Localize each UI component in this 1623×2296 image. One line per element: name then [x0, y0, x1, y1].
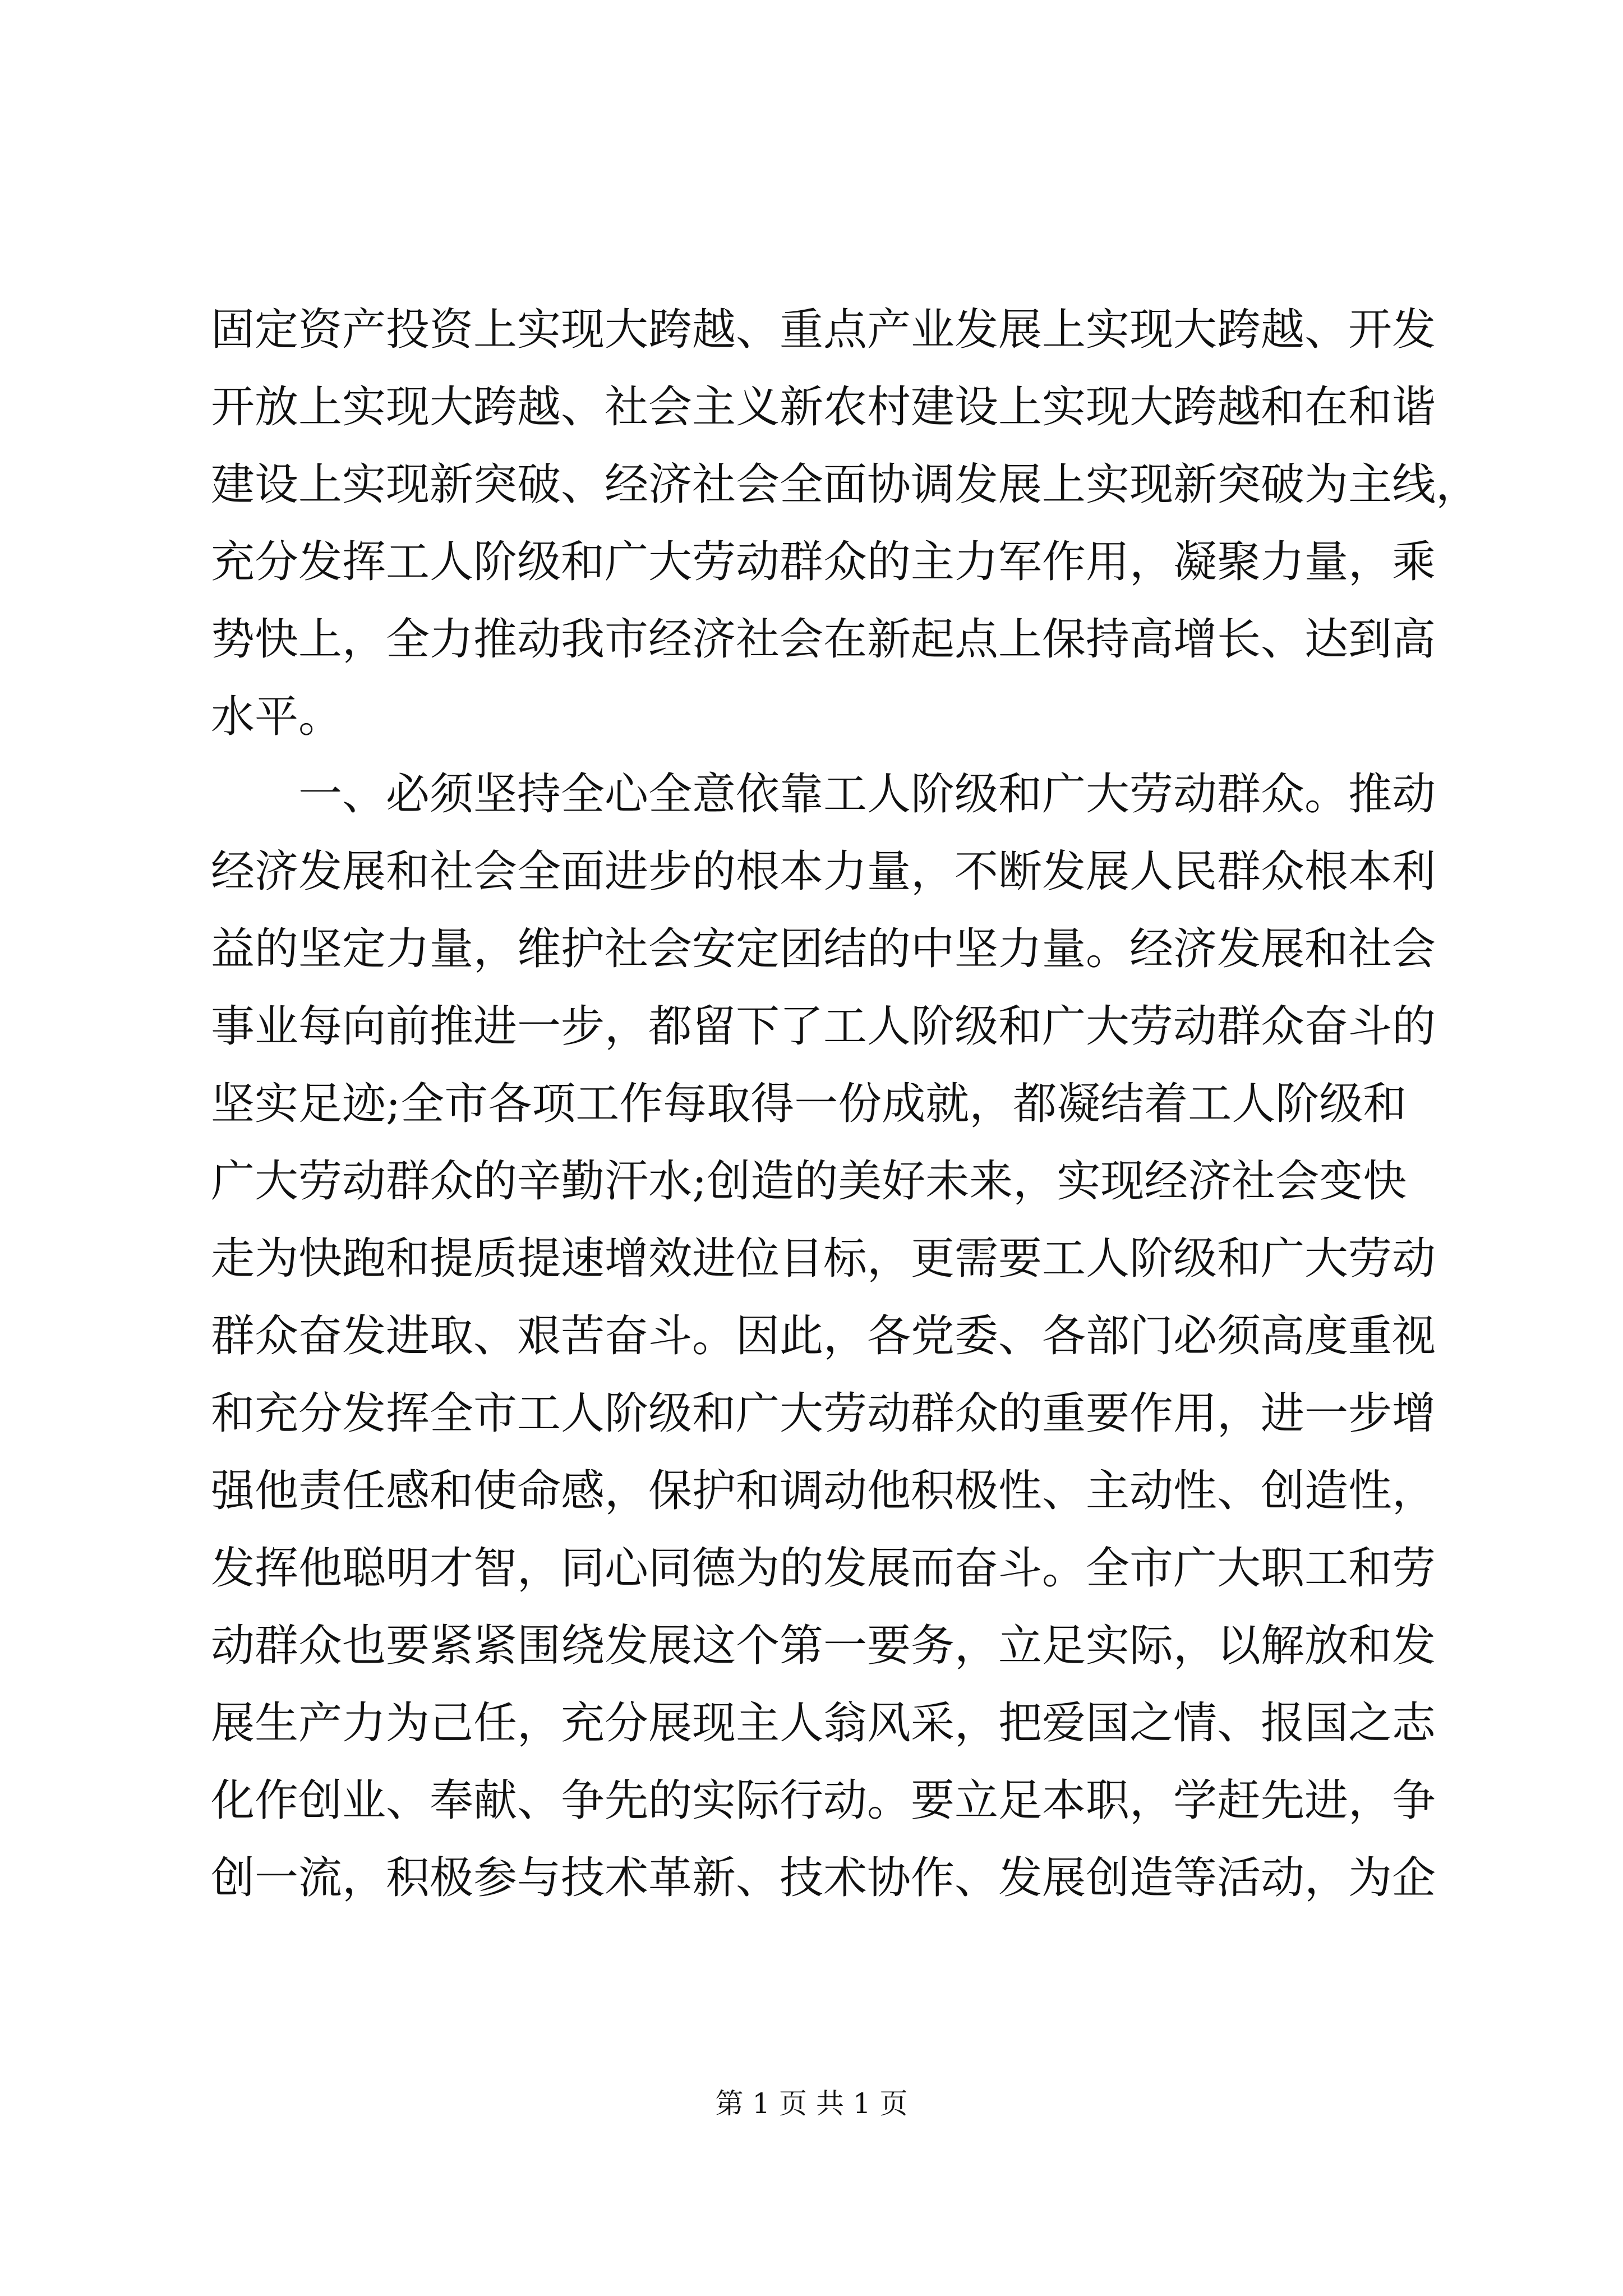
body-text [211, 291, 1480, 1917]
text-line: 群众奋发进取、艰苦奋斗。因此，各党委、各部门必须高度重视 [211, 1311, 1436, 1361]
text-line: 化作创业、奉献、争先的实际行动。要立足本职，学赶先进，争 [211, 1775, 1436, 1826]
text-line: 开放上实现大跨越、社会主义新农村建设上实现大跨越和在和谐 [211, 382, 1436, 432]
text-line: 创一流，积极参与技术革新、技术协作、发展创造等活动，为企 [211, 1853, 1436, 1903]
text-line: 充分发挥工人阶级和广大劳动群众的主力军作用，凝聚力量，乘 [211, 537, 1436, 587]
text-line: 和充分发挥全市工人阶级和广大劳动群众的重要作用，进一步增 [211, 1388, 1436, 1439]
text-line: 固定资产投资上实现大跨越、重点产业发展上实现大跨越、开发 [211, 305, 1436, 355]
text-line: 动群众也要紧紧围绕发展这个第一要务，立足实际，以解放和发 [211, 1621, 1436, 1671]
text-line: 事业每向前推进一步，都留下了工人阶级和广大劳动群众奋斗的 [211, 1001, 1436, 1052]
text-line: 广大劳动群众的辛勤汗水;创造的美好未来，实现经济社会变快 [211, 1156, 1407, 1207]
text-line: 经济发展和社会全面进步的根本力量，不断发展人民群众根本利 [211, 846, 1436, 897]
text-line: 展生产力为己任，充分展现主人翁风采，把爱国之情、报国之志 [211, 1698, 1436, 1749]
text-line: 发挥他聪明才智，同心同德为的发展而奋斗。全市广大职工和劳 [211, 1543, 1436, 1594]
text-line: 强他责任感和使命感，保护和调动他积极性、主动性、创造性， [211, 1466, 1436, 1516]
text-line: 坚实足迹;全市各项工作每取得一份成就，都凝结着工人阶级和 [211, 1079, 1407, 1129]
text-line: 水平。 [211, 692, 343, 742]
paragraph-first-line: 一、必须坚持全心全意依靠工人阶级和广大劳动群众。推动 [298, 769, 1436, 820]
text-line: 建设上实现新突破、经济社会全面协调发展上实现新突破为主线， [211, 459, 1480, 510]
text-line: 势快上，全力推动我市经济社会在新起点上保持高增长、达到高 [211, 614, 1436, 665]
text-line: 走为快跑和提质提速增效进位目标，更需要工人阶级和广大劳动 [211, 1234, 1436, 1284]
text-line: 益的坚定力量，维护社会安定团结的中坚力量。经济发展和社会 [211, 924, 1436, 974]
page-footer: 第 1 页 共 1 页 [715, 2087, 908, 2120]
